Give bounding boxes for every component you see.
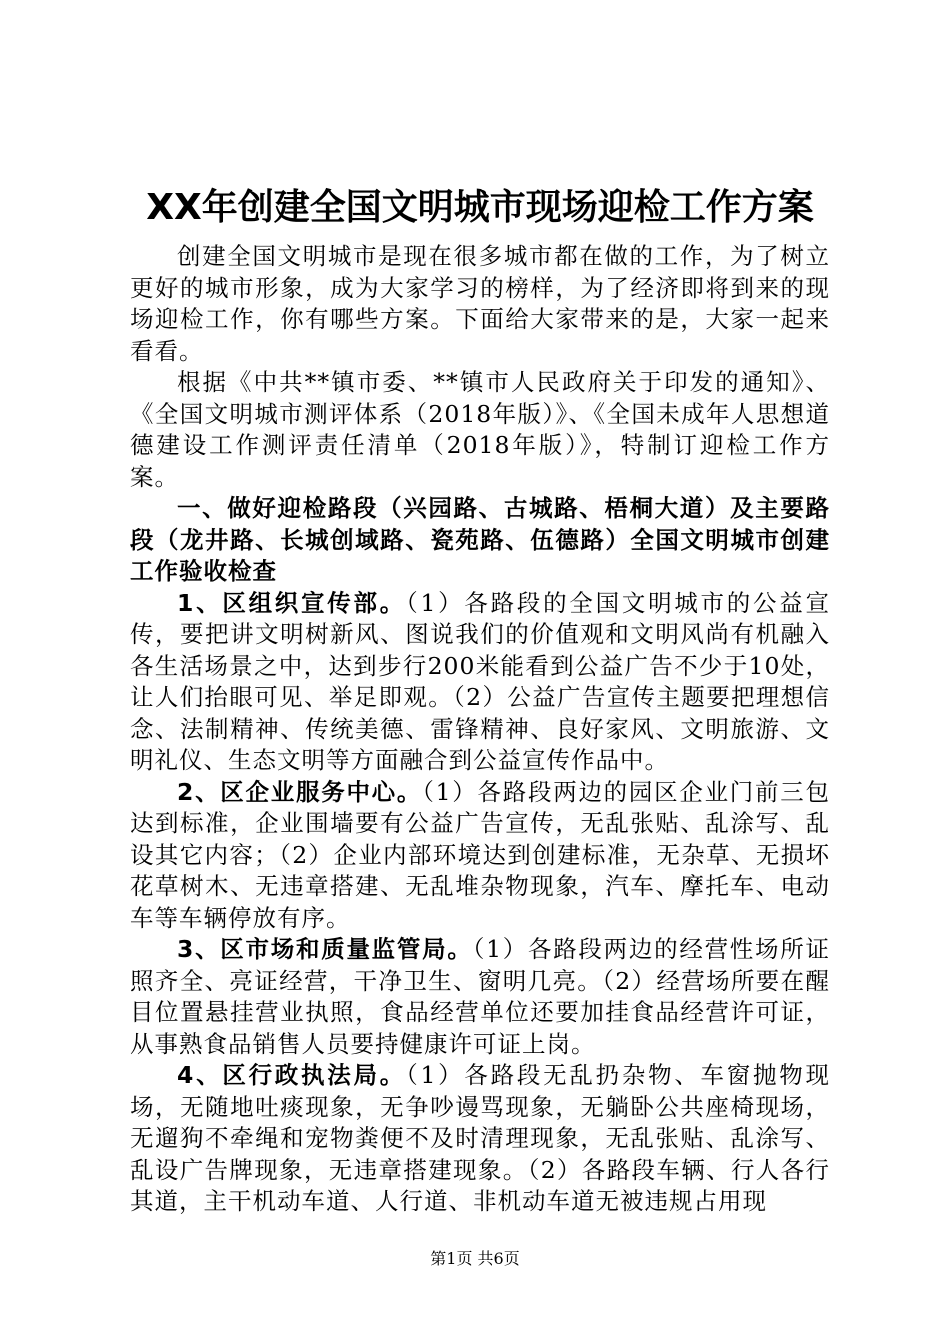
list-item: [130, 588, 830, 777]
list-item: [130, 777, 830, 935]
list-item: [130, 934, 830, 1060]
item-text: （1）各路段两边的经营性场所证照齐全、亮证经营，干净卫生、窗明几亮。（2）经营场所要在醒目位置悬挂营业执照，食品经营单位还要加挂食品经营许可证，从事熟食品销售人员要持健康许可证上岗。: [130, 935, 830, 1058]
list-item: [130, 1060, 830, 1218]
item-text: （1）各路段的全国文明城市的公益宣传，要把讲文明树新风、图说我们的价值观和文明风尚有机融入各生活场景之中，达到步行200米能看到公益广告不少于10处，让人们抬眼可见、举足即观。（2）公益广告宣传主题要把理想信念、法制精神、传统美德、雷锋精神、良好家风、文明旅游、文明礼仪、生态文明等方面融合到公益宣传作品中。: [130, 588, 831, 774]
item-text: （1）各路段无乱扔杂物、车窗抛物现场，无随地吐痰现象，无争吵谩骂现象，无躺卧公共座椅现场，无遛狗不牵绳和宠物粪便不及时清理现象，无乱张贴、乱涂写、乱设广告牌现象，无违章搭建现象。（2）各路段车辆、行人各行其道，主干机动车道、人行道、非机动车道无被违规占用现: [130, 1061, 831, 1215]
item-text: （1）各路段两边的园区企业门前三包达到标准，企业围墙要有公益广告宣传，无乱张贴、乱涂写、乱设其它内容；（2）企业内部环境达到创建标准，无杂草、无损坏花草树木、无违章搭建、无乱堆杂物现象，汽车、摩托车、电动车等车辆停放有序。: [130, 777, 830, 932]
basis-paragraph: 根据《中共**镇市委、**镇市人民政府关于印发的通知》、《全国文明城市测评体系（2018年版）》、《全国未成年人思想道德建设工作测评责任清单（2018年版）》，特制订迎检工作方案。: [130, 368, 830, 491]
item-lead: 4、区行政执法局。: [177, 1061, 406, 1089]
document-title: XX年创建全国文明城市现场迎检工作方案: [146, 187, 814, 228]
page-number: 第1页 共6页: [430, 1249, 520, 1268]
item-lead: 3、区市场和质量监管局。: [177, 935, 473, 963]
section-heading: 一、做好迎检路段（兴园路、古城路、梧桐大道）及主要路段（龙井路、长城创域路、瓷苑路、伍德路）全国文明城市创建工作验收检查: [130, 494, 830, 585]
document-page: [130, 185, 830, 1218]
item-lead: 1、区组织宣传部。: [177, 588, 406, 617]
item-lead: 2、区企业服务中心。: [177, 777, 423, 806]
intro-paragraph: 创建全国文明城市是现在很多城市都在做的工作，为了树立更好的城市形象，成为大家学习的榜样，为了经济即将到来的现场迎检工作，你有哪些方案。下面给大家带来的是，大家一起来看看。: [130, 242, 830, 365]
